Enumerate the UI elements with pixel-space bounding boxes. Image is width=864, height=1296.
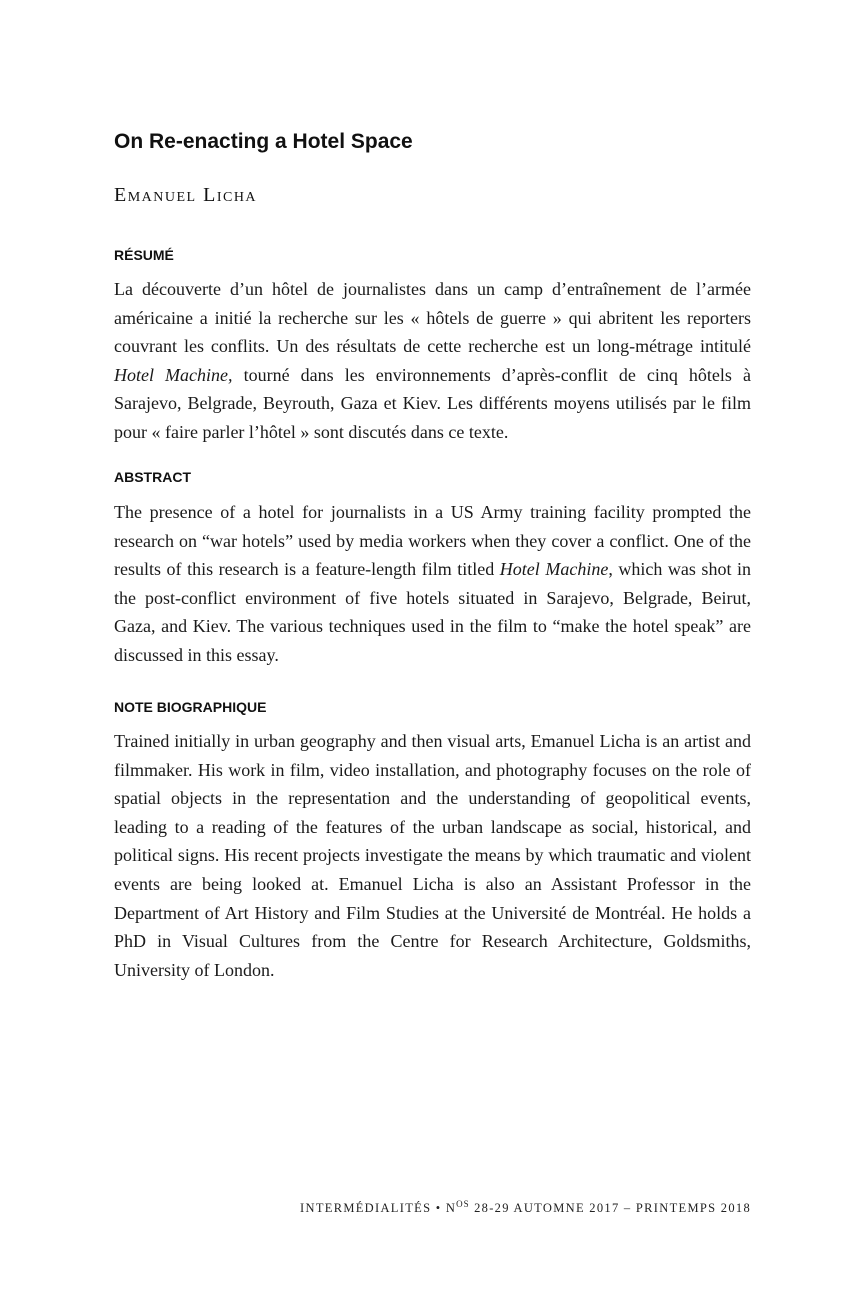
bio-heading: NOTE BIOGRAPHIQUE bbox=[114, 699, 267, 715]
article-title: On Re-enacting a Hotel Space bbox=[114, 130, 413, 153]
abstract-text-end: , which was shot in the post-conflict environment of five hotels situated in Sarajevo, Belgrade, Beirut, Gaza, and Kiev. The various techniques used in the film to “make the hotel speak” are discussed in this essay. bbox=[114, 559, 751, 665]
footer-issue: 28-29 AUTOMNE 2017 – PRINTEMPS 2018 bbox=[469, 1201, 751, 1215]
resume-film-title: Hotel Machine, bbox=[114, 364, 233, 385]
resume-paragraph bbox=[114, 275, 751, 447]
footer-number-superscript: OS bbox=[456, 1199, 470, 1209]
abstract-text-start: The presence of a hotel for journalists in a US Army training facility prompted the research on “war hotels” used by media workers when they cover a conflict. One of the results of this research is a feature-length film titled bbox=[114, 502, 751, 580]
journal-footer bbox=[300, 1199, 751, 1216]
author-name: Emanuel Licha bbox=[114, 184, 258, 206]
document-page bbox=[114, 0, 751, 1296]
resume-text-end: tourné dans les environnements d’après-conflit de cinq hôtels à Sarajevo, Belgrade, Beyrouth, Gaza et Kiev. Les différents moyens utilisés par le film pour « faire parler l’hôtel » sont discutés dans ce texte. bbox=[114, 364, 751, 442]
footer-journal: INTERMÉDIALITÉS • N bbox=[300, 1201, 457, 1215]
resume-text-start: La découverte d’un hôtel de journalistes dans un camp d’entraînement de l’armée américaine a initié la recherche sur les « hôtels de guerre » qui abritent les reporters couvrant les conflits. Un des résultats de cette recherche est un long-métrage intitulé bbox=[114, 279, 751, 357]
bio-paragraph: Trained initially in urban geography and then visual arts, Emanuel Licha is an artist and filmmaker. His work in film, video installation, and photography focuses on the role of spatial objects in the representation and the understanding of geopolitical events, leading to a reading of the features of the urban landscape as social, historical, and political signs. His recent projects investigate the means by which traumatic and violent events are being looked at. Emanuel Licha is also an Assistant Professor in the Department of Art History and Film Studies at the Université de Montréal. He holds a PhD in Visual Cultures from the Centre for Research Architecture, Goldsmiths, University of London. bbox=[114, 731, 751, 980]
resume-heading: RÉSUMÉ bbox=[114, 247, 174, 263]
abstract-film-title: Hotel Machine bbox=[499, 559, 609, 580]
abstract-heading: ABSTRACT bbox=[114, 469, 191, 485]
abstract-paragraph bbox=[114, 498, 751, 670]
